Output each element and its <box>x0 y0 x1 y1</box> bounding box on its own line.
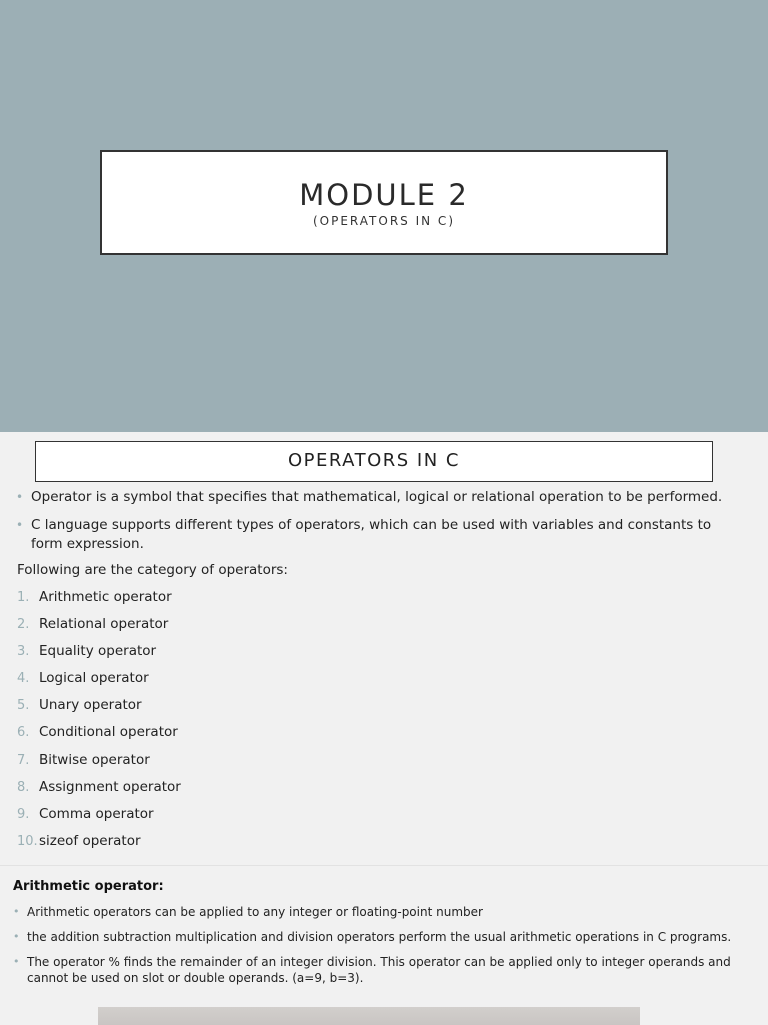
list-item <box>17 805 181 832</box>
bullet-dot-icon: • <box>13 905 20 918</box>
bullet-text: C language supports different types of operators, which can be used with variables and constants to form expression. <box>31 517 712 552</box>
category-list <box>17 588 181 859</box>
arithmetic-heading: Arithmetic operator: <box>13 879 164 894</box>
list-label: Logical operator <box>39 670 149 687</box>
list-item <box>17 642 181 669</box>
slide-subtitle: (OPERATORS IN C) <box>312 214 455 228</box>
bullet-item <box>16 516 726 554</box>
bullet-item <box>13 929 753 945</box>
list-label: Conditional operator <box>39 724 178 741</box>
bullet-item <box>16 488 726 507</box>
arithmetic-bullets <box>13 904 753 995</box>
operators-heading: OPERATORS IN C <box>35 441 713 482</box>
bullet-item <box>13 904 753 920</box>
list-item <box>17 696 181 723</box>
list-number: 8. <box>17 779 30 795</box>
bullet-dot-icon: • <box>16 490 24 504</box>
list-item <box>17 778 181 805</box>
bullet-dot-icon: • <box>13 930 20 943</box>
list-item <box>17 723 181 750</box>
bullet-dot-icon: • <box>16 518 24 532</box>
list-number: 2. <box>17 617 30 633</box>
bullet-text: Arithmetic operators can be applied to any integer or floating-point number <box>27 905 483 919</box>
list-number: 9. <box>17 806 30 822</box>
list-item <box>17 751 181 778</box>
list-label: Arithmetic operator <box>39 589 172 605</box>
list-label: Bitwise operator <box>39 751 150 768</box>
list-item <box>17 588 181 615</box>
embedded-image <box>98 1007 640 1025</box>
list-item <box>17 669 181 696</box>
list-item <box>17 615 181 642</box>
arithmetic-slide <box>0 865 768 1025</box>
list-label: Unary operator <box>39 697 142 714</box>
list-number: 1. <box>17 590 30 605</box>
title-slide <box>0 0 768 432</box>
bullet-item <box>13 954 753 986</box>
list-number: 7. <box>17 752 30 768</box>
intro-bullets <box>16 488 726 563</box>
slide-title: MODULE 2 <box>299 178 469 212</box>
bullet-text: The operator % finds the remainder of an integer division. This operator can be applied only to integer operands and cannot be used on slot or double operands. (a=9, b=3). <box>27 955 731 985</box>
list-number: 3. <box>17 644 30 660</box>
list-label: sizeof operator <box>39 832 141 849</box>
bullet-dot-icon: • <box>13 955 20 968</box>
bullet-text: the addition subtraction multiplication and division operators perform the usual arithmetic operations in C programs. <box>27 930 732 944</box>
list-number: 5. <box>17 698 30 714</box>
list-label: Equality operator <box>39 643 157 660</box>
operators-slide <box>0 432 768 865</box>
list-number: 6. <box>17 725 30 741</box>
category-lead: Following are the category of operators: <box>17 562 288 578</box>
list-number: 10. <box>17 833 38 849</box>
title-box <box>100 150 668 255</box>
list-label: Comma operator <box>39 805 154 822</box>
list-number: 4. <box>17 671 30 687</box>
bullet-text: Operator is a symbol that specifies that mathematical, logical or relational operation to be performed. <box>31 489 723 505</box>
list-item <box>17 832 181 859</box>
list-label: Assignment operator <box>39 778 181 795</box>
list-label: Relational operator <box>39 616 169 633</box>
